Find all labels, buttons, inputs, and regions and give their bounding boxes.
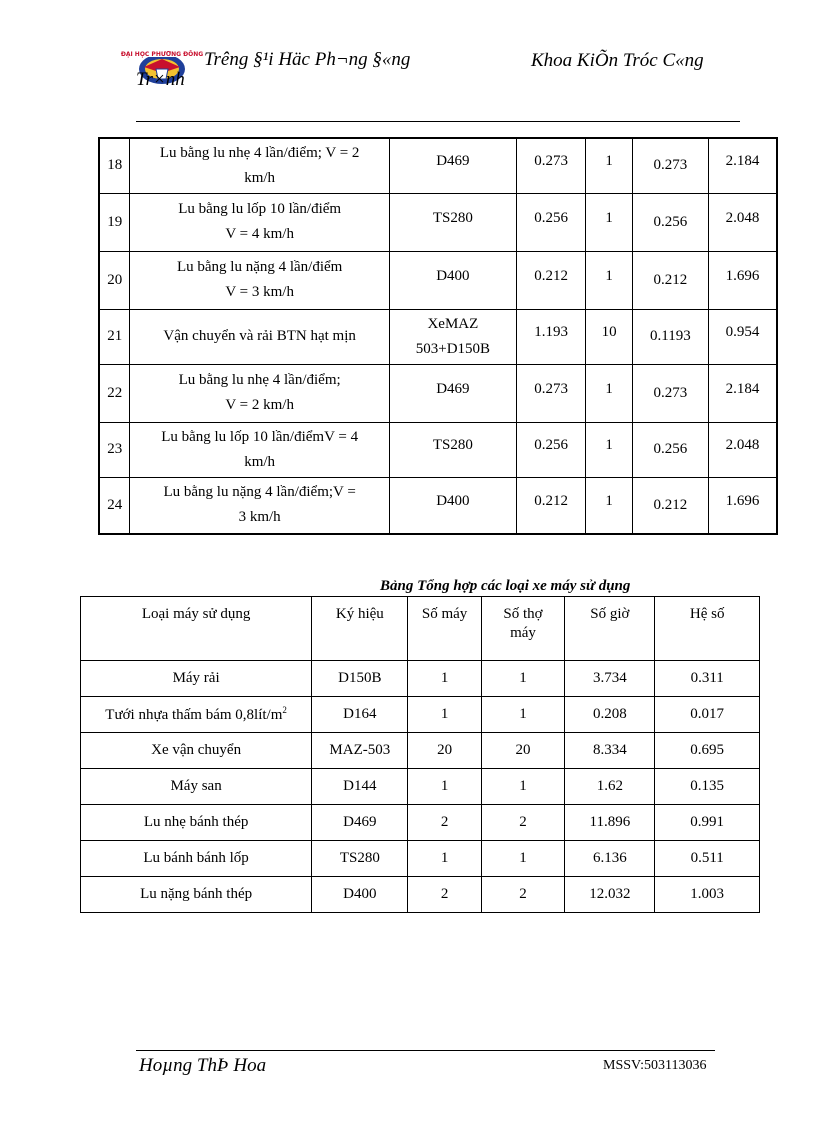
summary-table-row bbox=[81, 769, 760, 805]
work-table-row bbox=[99, 422, 777, 477]
value-4 bbox=[709, 251, 778, 309]
coefficient: 0.311 bbox=[655, 661, 760, 697]
work-table-row bbox=[99, 251, 777, 309]
work-table-row bbox=[99, 138, 777, 193]
value-2-text: 1 bbox=[605, 437, 613, 453]
machine-symbol: MAZ-503 bbox=[312, 733, 408, 769]
machine-symbol: TS280 bbox=[312, 841, 408, 877]
machine-symbol-line1: D469 bbox=[436, 153, 470, 170]
work-table-row bbox=[99, 309, 777, 364]
task-description-line2: 3 km/h bbox=[238, 509, 281, 526]
value-1 bbox=[516, 251, 586, 309]
value-3: 0.256 bbox=[632, 193, 708, 251]
value-2-text: 1 bbox=[605, 267, 613, 284]
machine-symbol: D164 bbox=[312, 697, 408, 733]
machine-type-text: Lu nặng bánh thép bbox=[140, 886, 253, 902]
summary-table-row bbox=[81, 805, 760, 841]
worker-count: 1 bbox=[481, 697, 565, 733]
machine-symbol bbox=[389, 309, 516, 364]
value-2-text: 1 bbox=[605, 153, 613, 170]
machine-symbol-line1: XeMAZ bbox=[427, 315, 479, 332]
machine-symbol bbox=[389, 193, 516, 251]
value-2 bbox=[586, 364, 632, 422]
value-2 bbox=[586, 422, 632, 477]
header-worker-count-line2: máy bbox=[510, 625, 536, 641]
summary-table-title: Bảng Tổng hợp các loại xe máy sử dụng bbox=[380, 578, 631, 594]
value-3: 0.212 bbox=[632, 477, 708, 534]
task-description-line1: Vận chuyển và rải BTN hạt mịn bbox=[163, 328, 356, 344]
machine-symbol bbox=[389, 251, 516, 309]
coefficient: 1.003 bbox=[655, 877, 760, 913]
superscript: 2 bbox=[282, 705, 287, 715]
hours: 8.334 bbox=[565, 733, 655, 769]
machine-count: 2 bbox=[408, 805, 481, 841]
value-1-text: 0.212 bbox=[534, 267, 569, 284]
header-machine-type: Loại máy sử dụng bbox=[81, 597, 312, 661]
machine-symbol bbox=[389, 422, 516, 477]
value-1 bbox=[516, 477, 586, 534]
header-left-line2: Tr×nh bbox=[136, 69, 185, 90]
machine-symbol: D144 bbox=[312, 769, 408, 805]
task-description-line2: km/h bbox=[244, 453, 276, 470]
machine-type bbox=[81, 877, 312, 913]
worker-count: 2 bbox=[481, 805, 565, 841]
header-left bbox=[136, 50, 466, 90]
value-2 bbox=[586, 138, 632, 193]
value-1 bbox=[516, 422, 586, 477]
task-description bbox=[130, 138, 389, 193]
summary-table-row bbox=[81, 697, 760, 733]
task-description bbox=[130, 193, 389, 251]
machine-symbol-line1: D469 bbox=[436, 380, 470, 397]
task-description-line1: Lu bằng lu nhẹ 4 lần/điểm; V = 2 bbox=[159, 144, 360, 161]
value-1-text: 0.273 bbox=[534, 380, 569, 397]
task-description bbox=[130, 422, 389, 477]
value-4-text: 1.696 bbox=[725, 492, 760, 509]
value-2-text: 1 bbox=[605, 209, 613, 226]
header-worker-count bbox=[481, 597, 565, 661]
task-description-line1: Lu bằng lu lốp 10 lần/điểm bbox=[178, 201, 342, 217]
hours: 1.62 bbox=[565, 769, 655, 805]
worker-count: 1 bbox=[481, 661, 565, 697]
machine-count: 2 bbox=[408, 877, 481, 913]
machine-type bbox=[81, 661, 312, 697]
machine-type-text: Tưới nhựa thấm bám 0,8lít/m bbox=[105, 707, 283, 723]
value-1 bbox=[516, 138, 586, 193]
value-3: 0.273 bbox=[632, 364, 708, 422]
value-1-text: 0.256 bbox=[534, 209, 569, 226]
coefficient: 0.991 bbox=[655, 805, 760, 841]
header-worker-count-line1: Số thợ bbox=[503, 606, 543, 622]
value-4 bbox=[709, 138, 778, 193]
coefficient: 0.511 bbox=[655, 841, 760, 877]
value-1-text: 1.193 bbox=[534, 324, 569, 340]
work-table-row bbox=[99, 364, 777, 422]
task-description-line2: V = 3 km/h bbox=[225, 284, 294, 300]
value-4-text: 2.184 bbox=[725, 153, 760, 170]
footer-divider bbox=[136, 1050, 715, 1051]
task-description bbox=[130, 251, 389, 309]
value-1 bbox=[516, 193, 586, 251]
value-4-text: 2.184 bbox=[725, 380, 760, 397]
machine-symbol-line1: TS280 bbox=[432, 437, 473, 453]
hours: 0.208 bbox=[565, 697, 655, 733]
value-4 bbox=[709, 422, 778, 477]
value-4 bbox=[709, 477, 778, 534]
machine-count: 20 bbox=[408, 733, 481, 769]
value-1 bbox=[516, 309, 586, 364]
machine-type-text: Lu bánh bánh lốp bbox=[143, 850, 249, 866]
machine-symbol: D469 bbox=[312, 805, 408, 841]
work-table bbox=[98, 137, 778, 535]
work-table-row bbox=[99, 477, 777, 534]
machine-count: 1 bbox=[408, 769, 481, 805]
header-symbol: Ký hiệu bbox=[312, 597, 408, 661]
machine-count: 1 bbox=[408, 697, 481, 733]
task-description bbox=[130, 477, 389, 534]
value-1-text: 0.256 bbox=[534, 437, 569, 453]
value-4 bbox=[709, 309, 778, 364]
machine-symbol: D150B bbox=[312, 661, 408, 697]
worker-count: 2 bbox=[481, 877, 565, 913]
machine-type-text: Máy rải bbox=[172, 670, 220, 686]
value-4 bbox=[709, 193, 778, 251]
row-number: 21 bbox=[99, 309, 130, 364]
header-divider bbox=[136, 121, 740, 122]
value-1-text: 0.212 bbox=[534, 492, 569, 509]
machine-type bbox=[81, 697, 312, 733]
worker-count: 1 bbox=[481, 841, 565, 877]
machine-count: 1 bbox=[408, 841, 481, 877]
logo-text: ĐẠI HỌC PHƯƠNG ĐÔNG bbox=[120, 51, 204, 58]
header-left-line1: Trêng §¹i Häc Ph¬ng §«ng bbox=[204, 49, 411, 70]
task-description-line1: Lu bằng lu nặng 4 lần/điểm;V = bbox=[163, 484, 356, 501]
work-table-row bbox=[99, 193, 777, 251]
coefficient: 0.695 bbox=[655, 733, 760, 769]
summary-table-row bbox=[81, 661, 760, 697]
header-coefficient: Hệ số bbox=[655, 597, 760, 661]
value-4-text: 0.954 bbox=[725, 324, 760, 340]
task-description-line1: Lu bằng lu nặng 4 lần/điểm bbox=[176, 259, 343, 275]
header-hours: Số giờ bbox=[565, 597, 655, 661]
value-2 bbox=[586, 477, 632, 534]
machine-symbol-line1: TS280 bbox=[432, 209, 473, 226]
value-2 bbox=[586, 251, 632, 309]
value-1-text: 0.273 bbox=[534, 153, 569, 170]
value-2 bbox=[586, 193, 632, 251]
machine-symbol bbox=[389, 364, 516, 422]
summary-table bbox=[80, 596, 760, 913]
task-description-line2: V = 4 km/h bbox=[225, 226, 294, 242]
machine-type-text: Lu nhẹ bánh thép bbox=[143, 814, 249, 830]
machine-symbol-line1: D400 bbox=[436, 267, 470, 284]
task-description-line2: V = 2 km/h bbox=[225, 397, 294, 413]
hours: 3.734 bbox=[565, 661, 655, 697]
value-4-text: 2.048 bbox=[725, 209, 760, 226]
summary-table-row bbox=[81, 877, 760, 913]
hours: 6.136 bbox=[565, 841, 655, 877]
row-number: 18 bbox=[99, 138, 130, 193]
hours: 11.896 bbox=[565, 805, 655, 841]
machine-symbol-line2: 503+D150B bbox=[415, 340, 491, 357]
task-description bbox=[130, 309, 389, 364]
value-1 bbox=[516, 364, 586, 422]
value-2-text: 1 bbox=[605, 492, 613, 509]
worker-count: 20 bbox=[481, 733, 565, 769]
task-description-line1: Lu bằng lu lốp 10 lần/điểmV = 4 bbox=[161, 428, 359, 445]
value-4-text: 1.696 bbox=[725, 267, 760, 284]
row-number: 22 bbox=[99, 364, 130, 422]
coefficient: 0.135 bbox=[655, 769, 760, 805]
machine-type bbox=[81, 733, 312, 769]
machine-type-text: Máy san bbox=[170, 778, 222, 794]
row-number: 24 bbox=[99, 477, 130, 534]
value-3: 0.212 bbox=[632, 251, 708, 309]
summary-table-row bbox=[81, 841, 760, 877]
header-right: Khoa KiÕn Tróc C«ng bbox=[531, 50, 704, 71]
coefficient: 0.017 bbox=[655, 697, 760, 733]
value-4 bbox=[709, 364, 778, 422]
machine-count: 1 bbox=[408, 661, 481, 697]
value-3: 0.1193 bbox=[632, 309, 708, 364]
machine-symbol bbox=[389, 138, 516, 193]
value-2-text: 1 bbox=[605, 380, 613, 397]
footer-author: Hoµng ThÞ Hoa bbox=[139, 1055, 267, 1076]
machine-type bbox=[81, 841, 312, 877]
footer-student-id: MSSV:503113036 bbox=[603, 1058, 707, 1073]
worker-count: 1 bbox=[481, 769, 565, 805]
task-description-line1: Lu bằng lu nhẹ 4 lần/điểm; bbox=[178, 372, 341, 388]
header-machine-count: Số máy bbox=[408, 597, 481, 661]
summary-table-row bbox=[81, 733, 760, 769]
value-4-text: 2.048 bbox=[725, 437, 760, 453]
row-number: 20 bbox=[99, 251, 130, 309]
machine-symbol: D400 bbox=[312, 877, 408, 913]
row-number: 23 bbox=[99, 422, 130, 477]
machine-symbol bbox=[389, 477, 516, 534]
machine-type bbox=[81, 769, 312, 805]
hours: 12.032 bbox=[565, 877, 655, 913]
machine-symbol-line1: D400 bbox=[436, 492, 470, 509]
row-number: 19 bbox=[99, 193, 130, 251]
value-3: 0.256 bbox=[632, 422, 708, 477]
task-description-line2: km/h bbox=[244, 169, 276, 186]
summary-table-header bbox=[81, 597, 760, 661]
value-2 bbox=[586, 309, 632, 364]
value-3: 0.273 bbox=[632, 138, 708, 193]
machine-type-text: Xe vận chuyển bbox=[151, 742, 242, 758]
task-description bbox=[130, 364, 389, 422]
value-2-text: 10 bbox=[601, 324, 617, 340]
machine-type bbox=[81, 805, 312, 841]
